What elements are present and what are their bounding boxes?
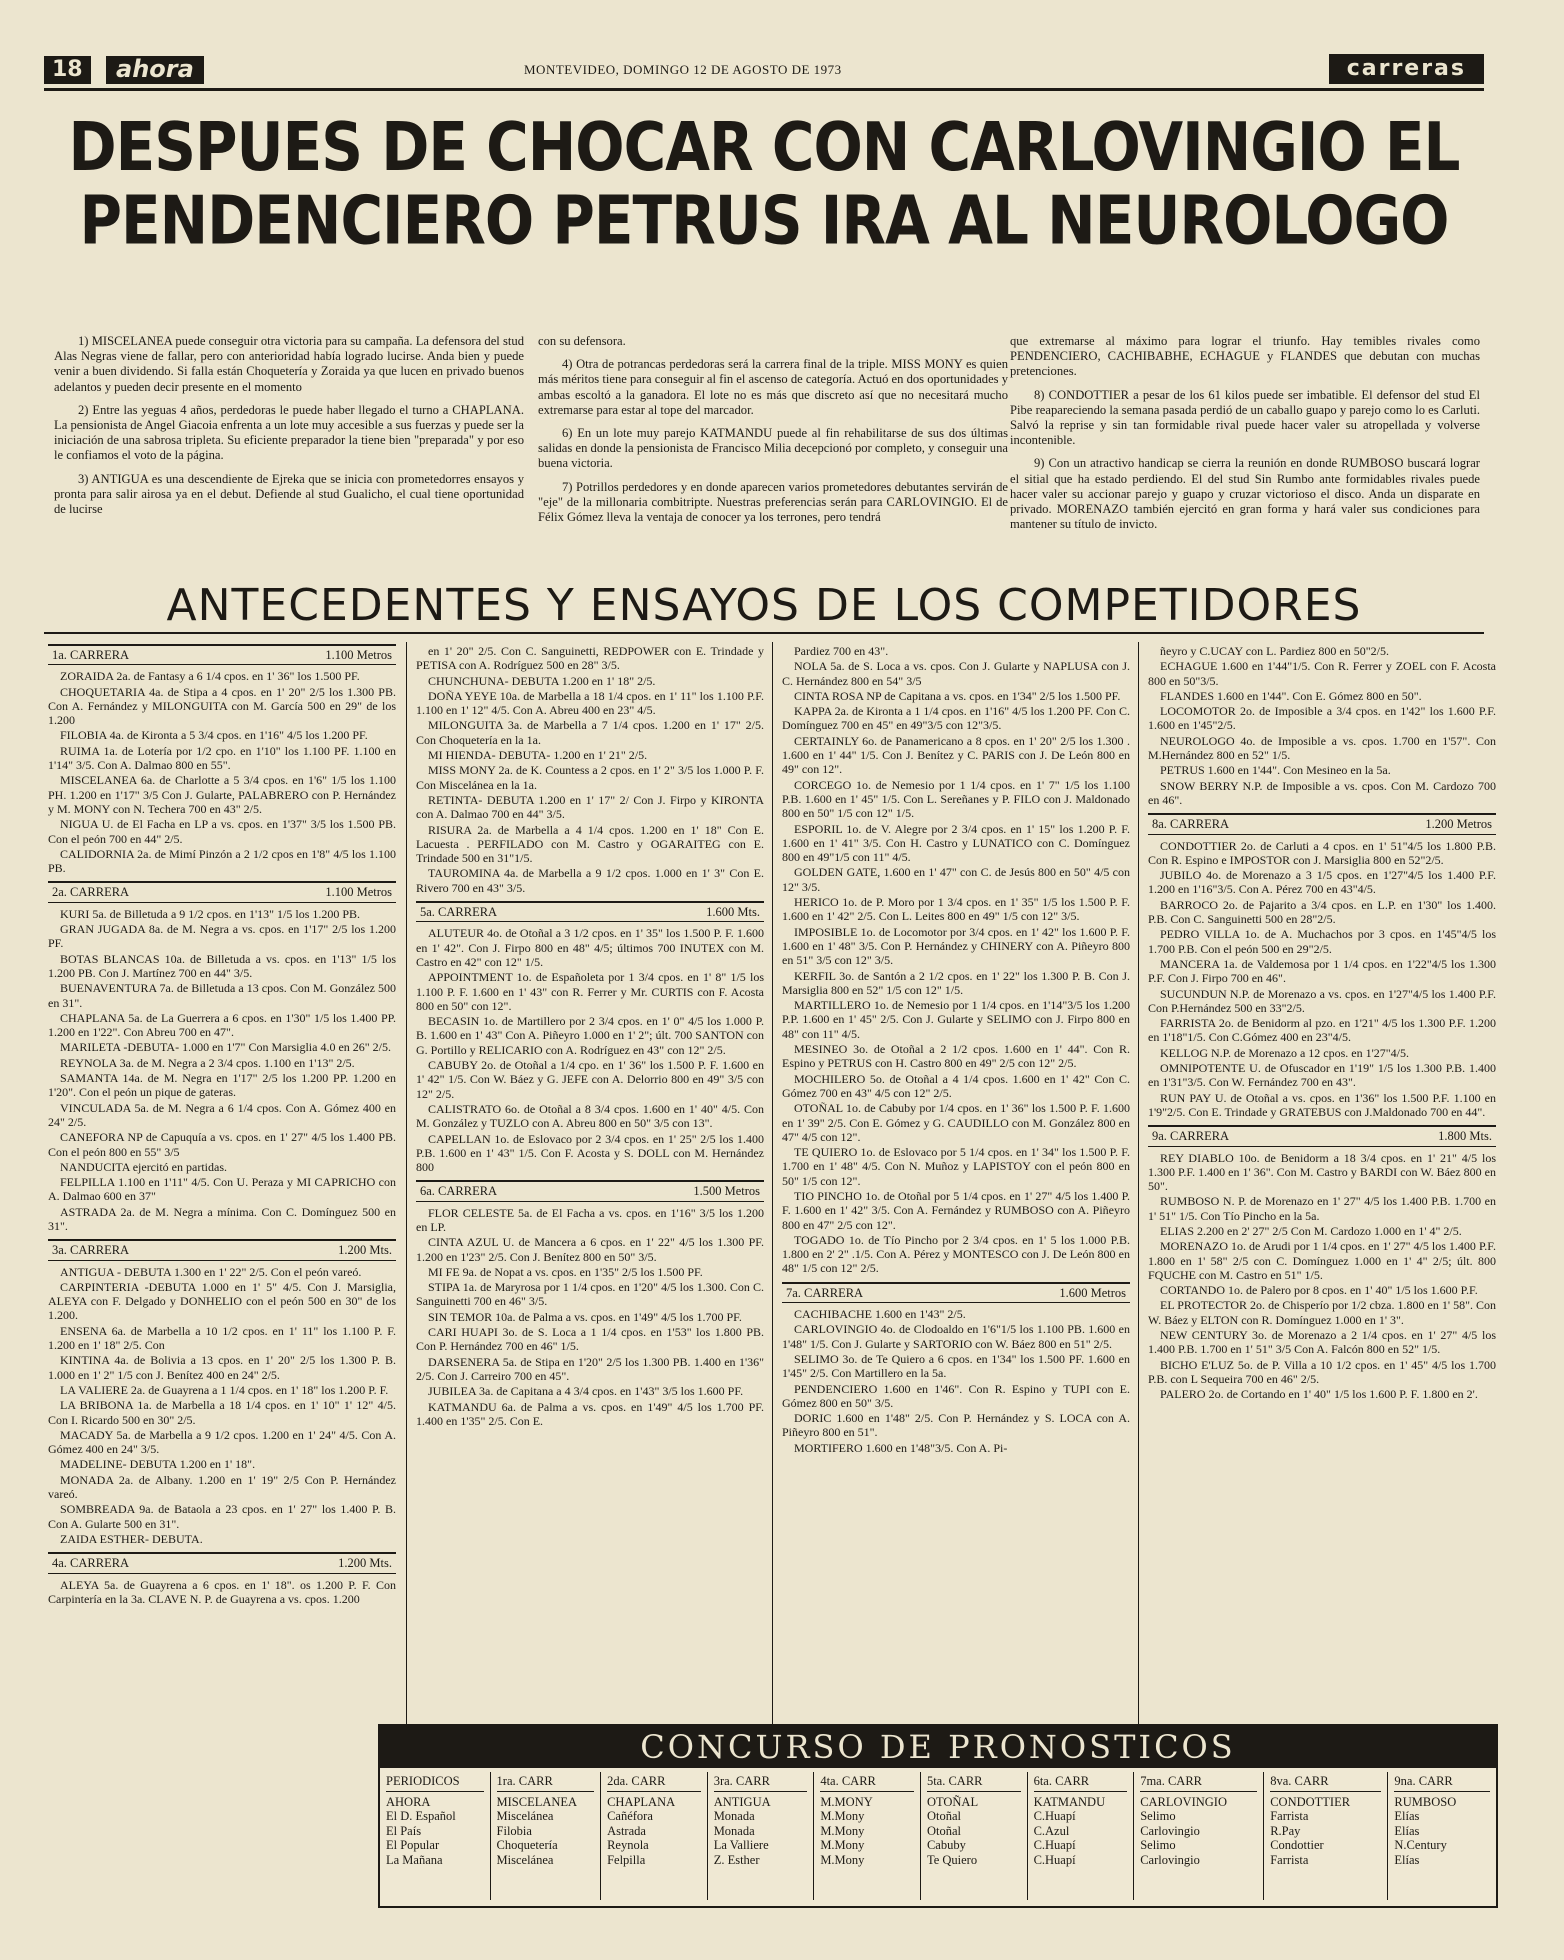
- competitor-entry: CHUNCHUNA- DEBUTA 1.200 en 1' 18" 2/5.: [428, 673, 656, 688]
- contest-pick: Cañéfora: [607, 1809, 653, 1823]
- competitor-entry: NANDUCITA ejercitó en partidas.: [60, 1159, 227, 1174]
- competitor-entry: ALUTEUR 4o. de Otoñal a 3 1/2 cpos. en 1' 35" los 1.500 P. F. 1.600 en 1' 42". Con J. Firpo 800 en 48" 4/5; últimos 700 INUTEX con M. Castro en 42" con 12" 1/5.: [416, 926, 764, 969]
- competitor-entry: MARILETA -DEBUTA- 1.000 en 1'7" Con Marsiglia 4.0 en 26" 2/5.: [60, 1040, 392, 1055]
- competitor-entry: DOÑA YEYE 10a. de Marbella a 18 1/4 cpos. en 1' 11" los 1.100 P.F. 1.100 en 1' 12" 4/5. Con A. Abreu 400 en 23" 4/5.: [416, 688, 764, 718]
- contest-pick: El Popular: [386, 1838, 440, 1852]
- headline-line-1: DESPUES DE CHOCAR CON CARLOVINGIO EL: [68, 107, 1460, 186]
- competitor-entry: KAPPA 2a. de Kironta a 1 1/4 cpos. en 1'16" 4/5 los 1.200 PF. Con C. Domínguez 700 en 45" en 49"3/5 con 12"3/5.: [782, 704, 1130, 733]
- newspaper-page: [44, 52, 1496, 1912]
- contest-pick: Farrista: [1270, 1852, 1309, 1867]
- competitor-entry: SAMANTA 14a. de M. Negra en 1'17" 2/5 los 1.200 PP. 1.200 en 1'20". Con el peón un pique de gateras.: [48, 1071, 396, 1100]
- competitor-entry: MILONGUITA 3a. de Marbella a 7 1/4 cpos. 1.200 en 1' 17" 2/5. Con Choquetería en la 1a.: [416, 718, 764, 747]
- column-divider: [406, 642, 407, 1762]
- competitor-entry: ZORAIDA 2a. de Fantasy a 6 1/4 cpos. en 1' 36" los 1.500 PF.: [60, 669, 360, 684]
- section-label: carreras: [1329, 54, 1484, 84]
- competitor-entry: en 1' 20" 2/5. Con C. Sanguinetti, REDPOWER con E. Trindade y PETISA con A. Rodríguez 500 en 28" 3/5.: [416, 644, 764, 673]
- contest-column: [1388, 1772, 1496, 1900]
- contest-column-header: 5ta. CARR: [927, 1772, 1021, 1792]
- contest-pick: Te Quiero: [926, 1852, 978, 1867]
- contest-pick: Choquetería: [496, 1838, 558, 1852]
- intro-paragraph: 9) Con un atractivo handicap se cierra la reunión en donde RUMBOSO buscará lograr el sitial que ha estado perdiendo. El del stud Sin Rumbo ante formidables rivales puede hacer valer su accionar parejo y guapo y cruzar victorioso el disco. Anda un disparate en privado. MORENAZO también ejercitó en gran forma y hará valer sus condiciones para mantener su título de invicto.: [1010, 456, 1480, 532]
- contest-pick: Otoñal: [926, 1823, 961, 1838]
- competitor-entry: CABUBY 2o. de Otoñal a 1/4 cpo. en 1' 36" los 1.500 P. F. 1.600 en 1' 42" 1/5. Con W. Báez y G. JEFE con A. Delorrio 800 en 49" 3/5 con 12" 2/5.: [416, 1058, 764, 1101]
- competitor-entry: BECASIN 1o. de Martillero por 2 3/4 cpos. en 1' 0" 4/5 los 1.000 P. B. 1.600 en 1' 43" Con A. Piñeyro 1.000 en 1' 2"; últ. 700 SANTON con G. Portillo y RELICARIO con A. Rodríguez en 43" con 12" 2/5.: [416, 1014, 764, 1057]
- contest-column-header: 9na. CARR: [1394, 1772, 1490, 1792]
- competitor-entry: TAUROMINA 4a. de Marbella a 9 1/2 cpos. 1.000 en 1' 3" Con E. Rivero 700 en 43" 3/5.: [416, 866, 764, 895]
- competitor-entry: ñeyro y C.UCAY con L. Pardiez 800 en 50"2/5.: [1160, 644, 1389, 658]
- competitor-entry: MARTILLERO 1o. de Nemesio por 1 1/4 cpos. en 1'14"3/5 los 1.200 P.P. 1.600 en 1' 45" 2/5. Con J. Gularte y SELIMO con J. Firpo 800 en 48" con 11" 4/5.: [782, 998, 1130, 1041]
- race-header: [416, 901, 764, 922]
- column-divider: [1138, 642, 1139, 1762]
- contest-pick: La Valliere: [713, 1838, 769, 1852]
- contest-pick: Carlovingio: [1140, 1823, 1200, 1838]
- intro-column-3: [1010, 334, 1480, 540]
- race-distance: 1.600 Metros: [1059, 1285, 1126, 1300]
- contest-pick: C.Huapí: [1033, 1852, 1076, 1867]
- competitor-entry: SUCUNDUN N.P. de Morenazo a vs. cpos. en 1'27"4/5 los 1.400 P.F. Con P.Hernández 500 en 33"2/5.: [1148, 986, 1496, 1015]
- competitor-entry: LOCOMOTOR 2o. de Imposible a 3/4 cpos. en 1'42" los 1.600 P.F. 1.600 en 1'45"2/5.: [1148, 704, 1496, 733]
- contest-pick: C.Azul: [1033, 1823, 1070, 1838]
- competitor-entry: ECHAGUE 1.600 en 1'44"1/5. Con R. Ferrer y ZOEL con F. Acosta 800 en 50"3/5.: [1148, 659, 1496, 688]
- intro-paragraph: 2) Entre las yeguas 4 años, perdedoras le puede haber llegado el turno a CHAPLANA. La pensionista de Angel Giacoia enfrenta a un lote muy accesible a sus fuerzas y puede ser la iniciación de una sabrosa tripleta. Su eficiente preparador la tiene bien "preparada" y por eso le confiamos el voto de la página.: [54, 402, 524, 463]
- intro-paragraph: con su defensora.: [538, 334, 626, 348]
- race-header: [782, 1282, 1130, 1303]
- race-header: [1148, 813, 1496, 834]
- competitor-entry: CANEFORA NP de Capuquía a vs. cpos. en 1' 27" 4/5 los 1.400 PB. Con el peón 800 en 55" 3/5: [48, 1130, 396, 1159]
- competitors-column-2: [416, 644, 764, 1429]
- competitor-entry: MISCELANEA 6a. de Charlotte a 5 3/4 cpos. en 1'6" 1/5 los 1.100 PH. 1.200 en 1'17" 3/5 Con J. Gularte, PALABRERO con P. Hernández y M. MONY con N. Techera 700 en 43" 2/5.: [48, 773, 396, 816]
- competitor-entry: CALIDORNIA 2a. de Mimí Pinzón a 2 1/2 cpos en 1'8" 4/5 los 1.100 PB.: [48, 846, 396, 876]
- competitor-entry: MONADA 2a. de Albany. 1.200 en 1' 19" 2/5 Con P. Hernández vareó.: [48, 1472, 396, 1502]
- competitor-entry: REY DIABLO 10o. de Benidorm a 18 3/4 cpos. en 1' 21" 4/5 los 1.300 P.F. 1.400 en 1' 36". Con M. Castro y BARDI con W. Báez 800 en 50".: [1148, 1150, 1496, 1194]
- competitor-entry: SIN TEMOR 10a. de Palma a vs. cpos. en 1'49" 4/5 los 1.700 PF.: [428, 1309, 742, 1324]
- competitor-entry: MACADY 5a. de Marbella a 9 1/2 cpos. 1.200 en 1' 24" 4/5. Con A. Gómez 400 en 24" 3/5.: [48, 1427, 396, 1457]
- race-distance: 1.800 Mts.: [1438, 1129, 1492, 1144]
- race-distance: 1.100 Metros: [325, 885, 392, 900]
- predictions-contest-box: [378, 1724, 1498, 1908]
- contest-column: [601, 1772, 708, 1900]
- competitor-entry: LA BRIBONA 1a. de Marbella a 18 1/4 cpos. en 1' 10" 1' 12" 4/5. Con I. Ricardo 500 en 30" 2/5.: [48, 1398, 396, 1427]
- competitor-entry: RUMBOSO N. P. de Morenazo en 1' 27" 4/5 los 1.400 P.B. 1.700 en 1' 51" 1/5. Con Tío Pincho en la 5a.: [1148, 1194, 1496, 1223]
- race-header: [48, 1239, 396, 1260]
- competitor-entry: MISS MONY 2a. de K. Countess a 2 cpos. en 1' 2" 3/5 los 1.000 P. F. Con Miscelánea en la 1a.: [416, 763, 764, 792]
- contest-pick: ANTIGUA: [713, 1794, 771, 1809]
- contest-column-header: 2da. CARR: [607, 1772, 701, 1792]
- contest-pick: Z. Esther: [713, 1852, 760, 1867]
- race-number: 6a. CARRERA: [420, 1184, 498, 1199]
- competitor-entry: Pardiez 700 en 43".: [794, 644, 889, 658]
- competitor-entry: BOTAS BLANCAS 10a. de Billetuda a vs. cpos. en 1'13" 1/5 los 1.200 PB. Con J. Martínez 700 en 44" 3/5.: [48, 951, 396, 980]
- competitor-entry: OTOÑAL 1o. de Cabuby por 1/4 cpos. en 1' 36" los 1.500 P. F. 1.600 en 1' 39" 2/5. Con E. Gómez y G. CAUDILLO con M. González 800 en 47" 4/5 con 12".: [782, 1101, 1130, 1144]
- page-number: 18: [44, 56, 91, 84]
- competitor-entry: CACHIBACHE 1.600 en 1'43" 2/5.: [794, 1307, 966, 1322]
- competitor-entry: ASTRADA 2a. de M. Negra a mínima. Con C. Domínguez 500 en 31".: [48, 1204, 396, 1233]
- competitor-entry: CARI HUAPI 3o. de S. Loca a 1 1/4 cpos. en 1'53" los 1.800 PB. Con P. Hernández 700 en 46" 1/5.: [416, 1325, 764, 1354]
- contest-pick: M.Mony: [820, 1838, 865, 1852]
- contest-column-header: 8va. CARR: [1270, 1772, 1381, 1792]
- contest-pick: M.Mony: [820, 1809, 865, 1823]
- intro-paragraph: 6) En un lote muy parejo KATMANDU puede al fin rehabilitarse de sus dos últimas salidas en donde la pensionista de Francisco Milia decepcionó por completo, y conseguir una buena victoria.: [538, 426, 1008, 471]
- contest-column: [491, 1772, 602, 1900]
- competitor-entry: CARPINTERIA -DEBUTA 1.000 en 1' 5" 4/5. Con J. Marsiglia, ALEYA con F. Delgado y DONHELIO con el peón 500 en 30" de los 1.200.: [48, 1279, 396, 1323]
- contest-pick: Cabuby: [926, 1838, 966, 1852]
- contest-pick: La Mañana: [386, 1852, 443, 1867]
- competitor-entry: NIGUA U. de El Facha en LP a vs. cpos. en 1'37" 3/5 los 1.500 PB. Con el peón 700 en 44" 2/5.: [48, 817, 396, 846]
- competitor-entry: TOGADO 1o. de Tío Pincho por 2 3/4 cpos. en 1' 5 los 1.000 P.B. 1.800 en 2' 2" .1/5. Con A. Pérez y MONTESCO con J. De León 800 en 48" 1/5 con 12" 2/5.: [782, 1232, 1130, 1276]
- race-number: 7a. CARRERA: [786, 1285, 864, 1300]
- contest-pick: CHAPLANA: [607, 1794, 676, 1809]
- headline-line-2: PENDENCIERO PETRUS IRA AL NEUROLOGO: [79, 181, 1449, 260]
- competitor-entry: CINTA AZUL U. de Mancera a 6 cpos. en 1' 22" 4/5 los 1.300 PF. 1.200 en 1'23" 2/5. Con J. Benítez 800 en 50" 3/5.: [416, 1235, 764, 1264]
- contest-column-header: 7ma. CARR: [1140, 1772, 1257, 1792]
- contest-pick: N.Century: [1394, 1838, 1447, 1852]
- competitor-entry: ZAIDA ESTHER- DEBUTA.: [60, 1531, 203, 1546]
- intro-paragraph: 1) MISCELANEA puede conseguir otra victoria para su campaña. La defensora del stud Alas Negras viene de fallar, pero con anterioridad había logrado lucirse. Anda bien y puede venir a buen dividendo. Si falla están Choquetería y Zoraida ya que lucen en privado buenos adelantos y pueden decir presente en el momento: [54, 334, 524, 394]
- competitor-entry: CONDOTTIER 2o. de Carluti a 4 cpos. en 1' 51"4/5 los 1.800 P.B. Con R. Espino e IMPOSTOR con J. Marsiglia 800 en 52"2/5.: [1148, 838, 1496, 867]
- race-header: [48, 644, 396, 665]
- competitor-entry: CINTA ROSA NP de Capitana a vs. cpos. en 1'34" 2/5 los 1.500 PF.: [794, 688, 1121, 703]
- race-distance: 1.100 Metros: [325, 648, 392, 662]
- competitors-column-4: [1148, 644, 1496, 1403]
- contest-pick: KATMANDU: [1033, 1794, 1106, 1809]
- race-distance: 1.200 Metros: [1425, 817, 1492, 832]
- race-distance: 1.600 Mts.: [706, 905, 760, 920]
- race-header: [416, 1180, 764, 1201]
- competitor-entry: KELLOG N.P. de Morenazo a 12 cpos. en 1'27"4/5.: [1160, 1045, 1410, 1060]
- contest-pick: Elías: [1394, 1823, 1420, 1838]
- contest-pick: Elías: [1394, 1809, 1420, 1823]
- intro-paragraph: 4) Otra de potrancas perdedoras será la carrera final de la triple. MISS MONY es quien más méritos tiene para conseguir al fin el ascenso de categoría. Actuó en dos oportunidades y ambas escoltó a la ganadora. El lote no es más que discreto así que no necesitará mucho extremarse para estar al tope del marcador.: [538, 357, 1009, 417]
- race-number: 3a. CARRERA: [52, 1243, 130, 1258]
- contest-pick: CARLOVINGIO: [1140, 1794, 1227, 1809]
- competitor-entry: FILOBIA 4a. de Kironta a 5 3/4 cpos. en 1'16" 4/5 los 1.200 PF.: [60, 728, 368, 743]
- masthead: [44, 52, 1484, 91]
- competitor-entry: STIPA 1a. de Maryrosa por 1 1/4 cpos. en 1'20" 4/5 los 1.300. Con C. Sanguinetti 700 en 46" 3/5.: [416, 1280, 764, 1309]
- competitor-entry: MI HIENDA- DEBUTA- 1.200 en 1' 21" 2/5.: [428, 748, 648, 763]
- contest-column: [1264, 1772, 1388, 1900]
- competitor-entry: RUN PAY U. de Otoñal a vs. cpos. en 1'36" los 1.500 P.F. 1.100 en 1'9"2/5. Con E. Trindade y GRATEBUS con J.Maldonado 700 en 44".: [1148, 1090, 1496, 1119]
- contest-title: CONCURSO DE PRONOSTICOS: [380, 1726, 1496, 1768]
- intro-paragraph: 7) Potrillos perdedores y en donde aparecen varios prometedores debutantes servirán de "eje" de la millonaria combitripte. Nuestras preferencias serán para CARLOVINGIO. El de Félix Gómez lleva la ventaja de conocer ya los terrones, pero tendrá: [538, 479, 1008, 525]
- race-number: 5a. CARRERA: [420, 905, 498, 920]
- competitor-entry: ELIAS 2.200 en 2' 27" 2/5 Con M. Cardozo 1.000 en 1' 4" 2/5.: [1160, 1223, 1462, 1238]
- contest-column: [1134, 1772, 1264, 1900]
- contest-column-header: 3ra. CARR: [714, 1772, 808, 1792]
- competitor-entry: JUBILO 4o. de Morenazo a 3 1/5 cpos. en 1'27"4/5 los 1.400 P.F. 1.200 en 1'16"3/5. Con A. Pérez 700 en 43"4/5.: [1148, 868, 1496, 897]
- race-number: 4a. CARRERA: [52, 1556, 130, 1571]
- race-header: [48, 881, 396, 902]
- race-number: 2a. CARRERA: [52, 885, 130, 900]
- competitor-entry: CARLOVINGIO 4o. de Clodoaldo en 1'6"1/5 los 1.100 PB. 1.600 en 1'48" 1/5. Con J. Gularte y SARTORIO con W. Báez 800 en 51" 2/5.: [782, 1322, 1130, 1351]
- contest-pick: M.Mony: [820, 1823, 865, 1838]
- competitor-entry: JUBILEA 3a. de Capitana a 4 3/4 cpos. en 1'43" 3/5 los 1.600 PF.: [428, 1384, 744, 1399]
- competitor-entry: ANTIGUA - DEBUTA 1.300 en 1' 22" 2/5. Con el peón vareó.: [60, 1264, 362, 1279]
- intro-column-2: [538, 334, 1008, 533]
- contest-column-header: PERIODICOS: [386, 1772, 484, 1792]
- competitor-entry: NOLA 5a. de S. Loca a vs. cpos. Con J. Gularte y NAPLUSA con J. C. Hernández 800 en 54" 3/5: [782, 659, 1130, 688]
- competitor-entry: ESPORIL 1o. de V. Alegre por 2 3/4 cpos. en 1' 15" los 1.200 P. F. 1.600 en 1' 41" 3/5. Con H. Castro y LUNATICO con C. Domínguez 800 en 49"1/5 con 11" 4/5.: [782, 821, 1130, 865]
- contest-column: [708, 1772, 815, 1900]
- intro-paragraph: 3) ANTIGUA es una descendiente de Ejreka que se inicia con prometedorres ensayos y pronta para salir airosa ya en el debut. Defiende al stud Gualicho, el cual tiene oportunidad de lucirse: [54, 471, 524, 517]
- competitor-entry: NEUROLOGO 4o. de Imposible a vs. cpos. 1.700 en 1'57". Con M.Hernández 800 en 52" 1/5.: [1148, 733, 1496, 763]
- competitor-entry: MOCHILERO 5o. de Otoñal a 4 1/4 cpos. 1.600 en 1' 42" Con C. Gómez 700 en 43" 4/5 con 12" 2/5.: [782, 1071, 1130, 1100]
- race-number: 1a. CARRERA: [52, 648, 130, 662]
- competitor-entry: TIO PINCHO 1o. de Otoñal por 5 1/4 cpos. en 1' 27" 4/5 los 1.400 P. F. 1.600 en 1' 42" 3/5. Con A. Fernández y RUMBOSO con A. Piñeyro 800 en 47" 2/5 con 12".: [782, 1188, 1130, 1232]
- competitor-entry: BICHO E'LUZ 5o. de P. Villa a 10 1/2 cpos. en 1' 45" 4/5 los 1.700 P.B. con L Sequeira 700 en 46" 2/5.: [1148, 1357, 1496, 1386]
- competitor-entry: CHOQUETARIA 4a. de Stipa a 4 cpos. en 1' 20" 2/5 los 1.300 PB. Con A. Fernández y MILONGUITA con M. García 500 en 29" de los 1.200: [48, 684, 396, 728]
- competitor-entry: LA VALIERE 2a. de Guayrena a 1 1/4 cpos. en 1' 18" los 1.200 P. F.: [60, 1382, 389, 1397]
- contest-pick: C.Huapí: [1033, 1809, 1076, 1823]
- competitor-entry: PALERO 2o. de Cortando en 1' 40" 1/5 los 1.600 P. F. 1.800 en 2'.: [1160, 1387, 1478, 1402]
- contest-pick: Felpilla: [607, 1852, 646, 1867]
- contest-pick: Astrada: [607, 1823, 646, 1838]
- contest-column: [921, 1772, 1028, 1900]
- competitor-entry: RUIMA 1a. de Lotería por 1/2 cpo. en 1'10" los 1.100 PF. 1.100 en 1'14" 3/5. Con A. Dalmao 800 en 55".: [48, 743, 396, 773]
- competitor-entry: ALEYA 5a. de Guayrena a 6 cpos. en 1' 18". os 1.200 P. F. Con Carpintería en la 3a. CLAVE N. P. de Guayrena a vs. cpos. 1.200: [48, 1577, 396, 1606]
- intro-paragraph: 8) CONDOTTIER a pesar de los 61 kilos puede ser imbatible. El defensor del stud El Pibe reapareciendo la semana pasada perdió de un caballo guapo y parejo como lo es Carluti. Salvó la reprise y sin tan formidable rival puede hacer valer su atropellada y volverse incontenible.: [1010, 387, 1480, 448]
- competitor-entry: BUENAVENTURA 7a. de Billetuda a 13 cpos. Con M. González 500 en 31".: [48, 981, 396, 1010]
- publication-logo: ahora: [106, 56, 204, 84]
- competitor-entry: RETINTA- DEBUTA 1.200 en 1' 17" 2/ Con J. Firpo y KIRONTA con A. Dalmao 700 en 44" 3/5.: [416, 792, 764, 822]
- contest-pick: El D. Español: [386, 1809, 456, 1823]
- contest-table: [380, 1772, 1496, 1900]
- contest-pick: Monada: [713, 1809, 755, 1823]
- intro-paragraph: que extremarse al máximo para lograr el triunfo. Hay temibles rivales como PENDENCIERO, CACHIBABHE, ECHAGUE y FLANDES que debutan con muchas pretenciones.: [1010, 334, 1480, 379]
- contest-pick: Otoñal: [926, 1809, 961, 1823]
- column-divider: [772, 642, 773, 1762]
- contest-pick: Monada: [713, 1823, 755, 1838]
- competitor-entry: CORCEGO 1o. de Nemesio por 1 1/4 cpos. en 1' 7" 1/5 los 1.100 P.B. 1.600 en 1' 45" 1/5. Con L. Sereñanes y P. FILO con J. Maldonado 800 en 50" 1/5 con 12" 1/5.: [782, 777, 1130, 821]
- competitor-entry: FLOR CELESTE 5a. de El Facha a vs. cpos. en 1'16" 3/5 los 1.200 en LP.: [416, 1205, 764, 1234]
- competitor-entry: CAPELLAN 1o. de Eslovaco por 2 3/4 cpos. en 1' 25" 2/5 los 1.400 P.B. 1.600 en 1' 43" 1/5. Con F. Acosta y S. DOLL con M. Hernández 800: [416, 1131, 764, 1175]
- competitor-entry: SELIMO 3o. de Te Quiero a 6 cpos. en 1'34" los 1.500 PF. 1.600 en 1'45" 2/5. Con Martillero en la 5a.: [782, 1351, 1130, 1381]
- competitor-entry: KINTINA 4a. de Bolivia a 13 cpos. en 1' 20" 2/5 los 1.300 P. B. 1.000 en 1' 2" 1/5 con J. Benítez 400 en 24" 2/5.: [48, 1353, 396, 1382]
- race-distance: 1.200 Mts.: [338, 1556, 392, 1571]
- race-header: [1148, 1125, 1496, 1146]
- contest-column-header: 4ta. CARR: [820, 1772, 914, 1792]
- competitor-entry: PENDENCIERO 1.600 en 1'46". Con R. Espino y TUPI con E. Gómez 800 en 50" 3/5.: [782, 1381, 1130, 1410]
- competitor-entry: PETRUS 1.600 en 1'44". Con Mesineo en la 5a.: [1160, 763, 1391, 778]
- competitors-column-3: [782, 644, 1130, 1456]
- competitor-entry: EL PROTECTOR 2o. de Chisperío por 1/2 cbza. 1.800 en 1' 58". Con W. Báez y ELTON con R. Domínguez 1.000 en 1' 3".: [1148, 1298, 1496, 1327]
- contest-pick: RUMBOSO: [1394, 1794, 1457, 1809]
- subheadline: ANTECEDENTES Y ENSAYOS DE LOS COMPETIDORES: [44, 580, 1484, 634]
- competitor-entry: ENSENA 6a. de Marbella a 10 1/2 cpos. en 1' 11" los 1.100 P. F. 1.200 en 1' 18" 2/5. Con: [48, 1323, 396, 1353]
- competitor-entry: OMNIPOTENTE U. de Ofuscador en 1'19" 1/5 los 1.300 P.B. 1.400 en 1'31"3/5. Con W. Fernández 700 en 43".: [1148, 1061, 1496, 1090]
- competitor-entry: MI FE 9a. de Nopat a vs. cpos. en 1'35" 2/5 los 1.500 PF.: [428, 1264, 703, 1279]
- contest-pick: Carlovingio: [1140, 1852, 1200, 1867]
- competitor-entry: DORIC 1.600 en 1'48" 2/5. Con P. Hernández y S. LOCA con A. Piñeyro 800 en 51".: [782, 1411, 1130, 1440]
- race-number: 9a. CARRERA: [1152, 1129, 1230, 1144]
- competitor-entry: NEW CENTURY 3o. de Morenazo a 2 1/4 cpos. en 1' 27" 4/5 los 1.400 P.B. 1.700 en 1' 51" 3/5 Con A. Falcón 800 en 52" 1/5.: [1148, 1328, 1496, 1357]
- competitor-entry: SOMBREADA 9a. de Bataola a 23 cpos. en 1' 27" los 1.400 P. B. Con A. Gularte 500 en 31".: [48, 1502, 396, 1531]
- contest-pick: AHORA: [386, 1794, 431, 1809]
- competitor-entry: KATMANDU 6a. de Palma a vs. cpos. en 1'49" 4/5 los 1.700 PF. 1.400 en 1'35" 2/5. Con E.: [416, 1399, 764, 1428]
- contest-pick: C.Huapí: [1033, 1838, 1076, 1852]
- competitor-entry: CORTANDO 1o. de Palero por 8 cpos. en 1' 40" 1/5 los 1.600 P.F.: [1160, 1283, 1478, 1298]
- competitor-entry: HERICO 1o. de P. Moro por 1 3/4 cpos. en 1' 35" 1/5 los 1.500 P. F. 1.600 en 1' 42" 2/5. Con L. Leites 800 en 49" 1/5 con 12" 3/5.: [782, 895, 1130, 924]
- competitor-entry: CERTAINLY 6o. de Panamericano a 8 cpos. en 1' 20" 2/5 los 1.300 . 1.600 en 1' 44" 1/5. Con J. Benítez y C. PARIS con J. De León 800 en 49" con 12".: [782, 733, 1130, 777]
- race-number: 8a. CARRERA: [1152, 817, 1230, 832]
- contest-pick: OTOÑAL: [926, 1794, 979, 1809]
- contest-column-header: 6ta. CARR: [1034, 1772, 1128, 1792]
- competitor-entry: PEDRO VILLA 1o. de A. Muchachos por 3 cpos. en 1'45"4/5 los 1.700 P.B. Con el peón 500 en 29"2/5.: [1148, 927, 1496, 956]
- contest-pick: Condottier: [1270, 1838, 1324, 1852]
- competitor-entry: BARROCO 2o. de Pajarito a 3/4 cpos. en L.P. en 1'30" los 1.400. P.B. Con C. Sanguinetti 500 en 28"2/5.: [1148, 897, 1496, 927]
- competitor-entry: MADELINE- DEBUTA 1.200 en 1' 18".: [60, 1457, 256, 1472]
- competitor-entry: IMPOSIBLE 1o. de Locomotor por 3/4 cpos. en 1' 42" los 1.600 P. F. 1.600 en 1' 48" 3/5. Con P. Hernández y CHINERY con A. Piñeyro 800 en 51" 3/5 con 12" 3/5.: [782, 924, 1130, 968]
- contest-pick: Elías: [1394, 1852, 1420, 1867]
- competitor-entry: TE QUIERO 1o. de Eslovaco por 5 1/4 cpos. en 1' 34" los 1.500 P. F. 1.700 en 1' 48" 4/5. Con N. Muñoz y LAPISTOY con el peón 800 en 50" 1/5 con 12".: [782, 1145, 1130, 1188]
- contest-column: [1028, 1772, 1135, 1900]
- competitor-entry: RISURA 2a. de Marbella a 4 1/4 cpos. 1.200 en 1' 18" Con E. Lacuesta . PERFILADO con M. Castro y OGARAITEG con E. Trindade 500 en 31"1/5.: [416, 822, 764, 866]
- contest-column-header: 1ra. CARR: [497, 1772, 595, 1792]
- contest-pick: Reynola: [607, 1838, 649, 1852]
- competitor-entry: GOLDEN GATE, 1.600 en 1' 47" con C. de Jesús 800 en 50" 4/5 con 12" 3/5.: [782, 865, 1130, 894]
- competitor-entry: FELPILLA 1.100 en 1'11" 4/5. Con U. Peraza y MI CAPRICHO con A. Dalmao 600 en 37": [48, 1175, 396, 1204]
- contest-pick: El País: [386, 1823, 422, 1838]
- headline: [44, 107, 1484, 260]
- contest-pick: Miscelánea: [496, 1809, 554, 1823]
- contest-pick: Farrista: [1270, 1809, 1309, 1823]
- competitor-entry: KERFIL 3o. de Santón a 2 1/2 cpos. en 1' 22" los 1.300 P. B. Con J. Marsiglia 800 en 52" 1/5 con 12" 1/5.: [782, 968, 1130, 997]
- competitor-entry: SNOW BERRY N.P. de Imposible a vs. cpos. Con M. Cardozo 700 en 46".: [1148, 778, 1496, 807]
- competitors-column-1: [48, 644, 396, 1607]
- competitor-entry: MESINEO 3o. de Otoñal a 2 1/2 cpos. 1.600 en 1' 44". Con R. Espino y PETRUS con H. Castro 800 en 49" 2/5 con 12" 2/5.: [782, 1042, 1130, 1071]
- dateline: MONTEVIDEO, DOMINGO 12 DE AGOSTO DE 1973: [524, 62, 842, 77]
- competitor-entry: DARSENERA 5a. de Stipa en 1'20" 2/5 los 1.300 PB. 1.400 en 1'36" 2/5. Con J. Carreiro 700 en 45".: [416, 1354, 764, 1383]
- contest-pick: M.MONY: [820, 1794, 873, 1809]
- contest-pick: M.Mony: [820, 1852, 865, 1867]
- competitor-entry: MANCERA 1a. de Valdemosa por 1 1/4 cpos. en 1'22"4/5 los 1.300 P.F. Con J. Firpo 700 en 46".: [1148, 956, 1496, 986]
- competitor-entry: FARRISTA 2o. de Benidorm al pzo. en 1'21" 4/5 los 1.300 P.F. 1.200 en 1'18"1/5. Con C.Gómez 400 en 23"4/5.: [1148, 1016, 1496, 1045]
- competitor-entry: GRAN JUGADA 8a. de M. Negra a vs. cpos. en 1'17" 2/5 los 1.200 PF.: [48, 922, 396, 951]
- competitor-entry: MORTIFERO 1.600 en 1'48"3/5. Con A. Pi-: [794, 1440, 1008, 1455]
- competitor-entry: MORENAZO 1o. de Arudi por 1 1/4 cpos. en 1' 27" 4/5 los 1.400 P.F. 1.800 en 1' 58" 2/5 con C. Domínguez 1.000 en 1' 4" 2/5; últ. 800 FQUCHE con M. Castro en 51" 1/5.: [1148, 1239, 1496, 1282]
- contest-pick: R.Pay: [1270, 1823, 1301, 1838]
- intro-column-1: [54, 334, 524, 525]
- contest-pick: Filobia: [496, 1823, 532, 1838]
- competitor-entry: FLANDES 1.600 en 1'44". Con E. Gómez 800 en 50".: [1160, 688, 1422, 703]
- race-distance: 1.500 Metros: [693, 1184, 760, 1199]
- competitor-entry: CALISTRATO 6o. de Otoñal a 8 3/4 cpos. 1.600 en 1' 40" 4/5. Con M. González y TUZLO con A. Abreu 800 en 50" 3/5 con 13".: [416, 1101, 764, 1131]
- contest-pick: Selimo: [1140, 1809, 1176, 1823]
- race-header: [48, 1552, 396, 1573]
- contest-column: [814, 1772, 921, 1900]
- contest-column: [380, 1772, 491, 1900]
- competitor-entry: REYNOLA 3a. de M. Negra a 2 3/4 cpos. 1.100 en 1'13" 2/5.: [60, 1055, 355, 1070]
- competitor-entry: VINCULADA 5a. de M. Negra a 6 1/4 cpos. Con A. Gómez 400 en 24" 2/5.: [48, 1100, 396, 1129]
- contest-pick: Selimo: [1140, 1838, 1176, 1852]
- competitor-entry: KURI 5a. de Billetuda a 9 1/2 cpos. en 1'13" 1/5 los 1.200 PB.: [60, 906, 361, 921]
- competitor-entry: CHAPLANA 5a. de La Guerrera a 6 cpos. en 1'30" 1/5 los 1.400 PP. 1.200 en 1'22". Con Abreu 700 en 47".: [48, 1010, 396, 1040]
- contest-pick: MISCELANEA: [496, 1794, 578, 1809]
- competitor-entry: APPOINTMENT 1o. de Españoleta por 1 3/4 cpos. en 1' 8" 1/5 los 1.100 P. F. 1.600 en 1' 43" con R. Ferrer y Mr. CURTIS con F. Acosta 800 en 50" con 12".: [416, 970, 764, 1013]
- contest-pick: CONDOTTIER: [1270, 1794, 1351, 1809]
- contest-pick: Miscelánea: [496, 1852, 554, 1867]
- race-distance: 1.200 Mts.: [338, 1243, 392, 1258]
